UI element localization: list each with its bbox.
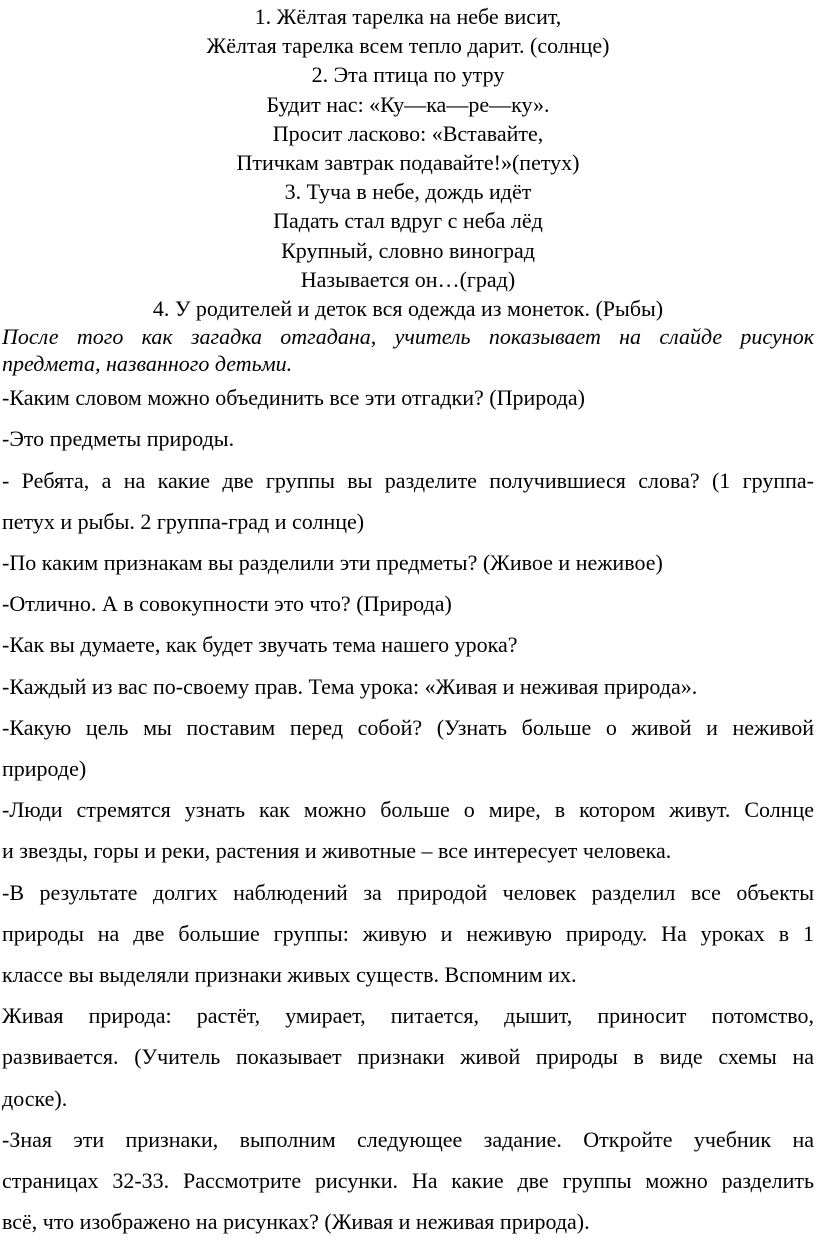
paragraph-line: страницах 32-33. Рассмотрите рисунки. На какие две группы можно разделить [2, 1168, 814, 1194]
paragraph [2, 1119, 814, 1243]
paragraph [2, 418, 814, 459]
paragraph-line: классе вы выделяли признаки живых существ. Вспомним их. [2, 962, 577, 988]
paragraph-line: развивается. (Учитель показывает признаки живой природы в виде схемы на [2, 1044, 814, 1070]
paragraph-line: природы на две большие группы: живую и неживую природу. На уроках в 1 [2, 920, 814, 946]
paragraph [2, 789, 814, 871]
paragraph-line: доске). [2, 1085, 68, 1111]
riddle-line: Просит ласково: «Вставайте, [272, 120, 544, 146]
riddle-line: 4. У родителей и деток вся одежда из монеток. (Рыбы) [152, 296, 664, 322]
teacher-note [2, 323, 814, 377]
paragraph-line: -Зная эти признаки, выполним следующее задание. Откройте учебник на [2, 1126, 814, 1152]
note-line: После того как загадка отгадана, учитель показывает на слайде рисунок [2, 324, 814, 350]
riddle-line: 3. Туча в небе, дождь идёт [284, 179, 532, 205]
paragraph-line: -В результате долгих наблюдений за природой человек разделил все объекты [2, 879, 814, 905]
paragraph-line: петух и рыбы. 2 группа-град и солнце) [2, 508, 365, 534]
paragraph [2, 460, 814, 542]
riddle-line: 1. Жёлтая тарелка на небе висит, [254, 4, 562, 29]
paragraph-line: -Каждый из вас по-своему прав. Тема урока: «Живая и неживая природа». [2, 673, 698, 699]
paragraph-line: -Это предметы природы. [2, 426, 235, 452]
note-line: предмета, названного детьми. [2, 351, 293, 377]
paragraph-line: -Как вы думаете, как будет звучать тема нашего урока? [2, 632, 518, 658]
riddle-line: Жёлтая тарелка всем тепло дарит. (солнце) [206, 33, 610, 59]
lesson-dialogue [2, 377, 814, 1242]
paragraph-line: -Каким словом можно объединить все эти отгадки? (Природа) [2, 385, 585, 411]
paragraph [2, 872, 814, 996]
paragraph-line: - Ребята, а на какие две группы вы разделите получившиеся слова? (1 группа- [2, 467, 814, 493]
paragraph-line: Живая природа: растёт, умирает, питается, дышит, приносит потомство, [2, 1003, 814, 1029]
riddle-line: Крупный, словно виноград [281, 237, 535, 263]
riddle-line: Называется он…(град) [300, 266, 516, 292]
paragraph [2, 707, 814, 789]
paragraph-line: всё, что изображено на рисунках? (Живая и неживая природа). [2, 1209, 590, 1235]
paragraph [2, 583, 814, 624]
paragraph [2, 377, 814, 418]
paragraph-line: -По каким признакам вы разделили эти предметы? (Живое и неживое) [2, 550, 663, 576]
paragraph-line: -Отлично. А в совокупности это что? (Природа) [2, 591, 452, 617]
paragraph-line: -Какую цель мы поставим перед собой? (Узнать больше о живой и неживой [2, 714, 814, 740]
riddle-line: 2. Эта птица по утру [311, 62, 505, 88]
paragraph [2, 995, 814, 1119]
paragraph-line: и звезды, горы и реки, растения и животные – все интересует человека. [2, 838, 672, 864]
riddle-line: Будит нас: «Ку—ка—ре—ку». [266, 91, 550, 117]
paragraph-line: природе) [2, 756, 87, 782]
riddles-block [2, 2, 814, 323]
riddle-line: Птичкам завтрак подавайте!»(петух) [236, 150, 580, 176]
paragraph-line: -Люди стремятся узнать как можно больше о мире, в котором живут. Солнце [2, 797, 814, 823]
paragraph [2, 624, 814, 665]
paragraph [2, 666, 814, 707]
riddle-line: Падать стал вдруг с неба лёд [273, 208, 543, 234]
paragraph [2, 542, 814, 583]
